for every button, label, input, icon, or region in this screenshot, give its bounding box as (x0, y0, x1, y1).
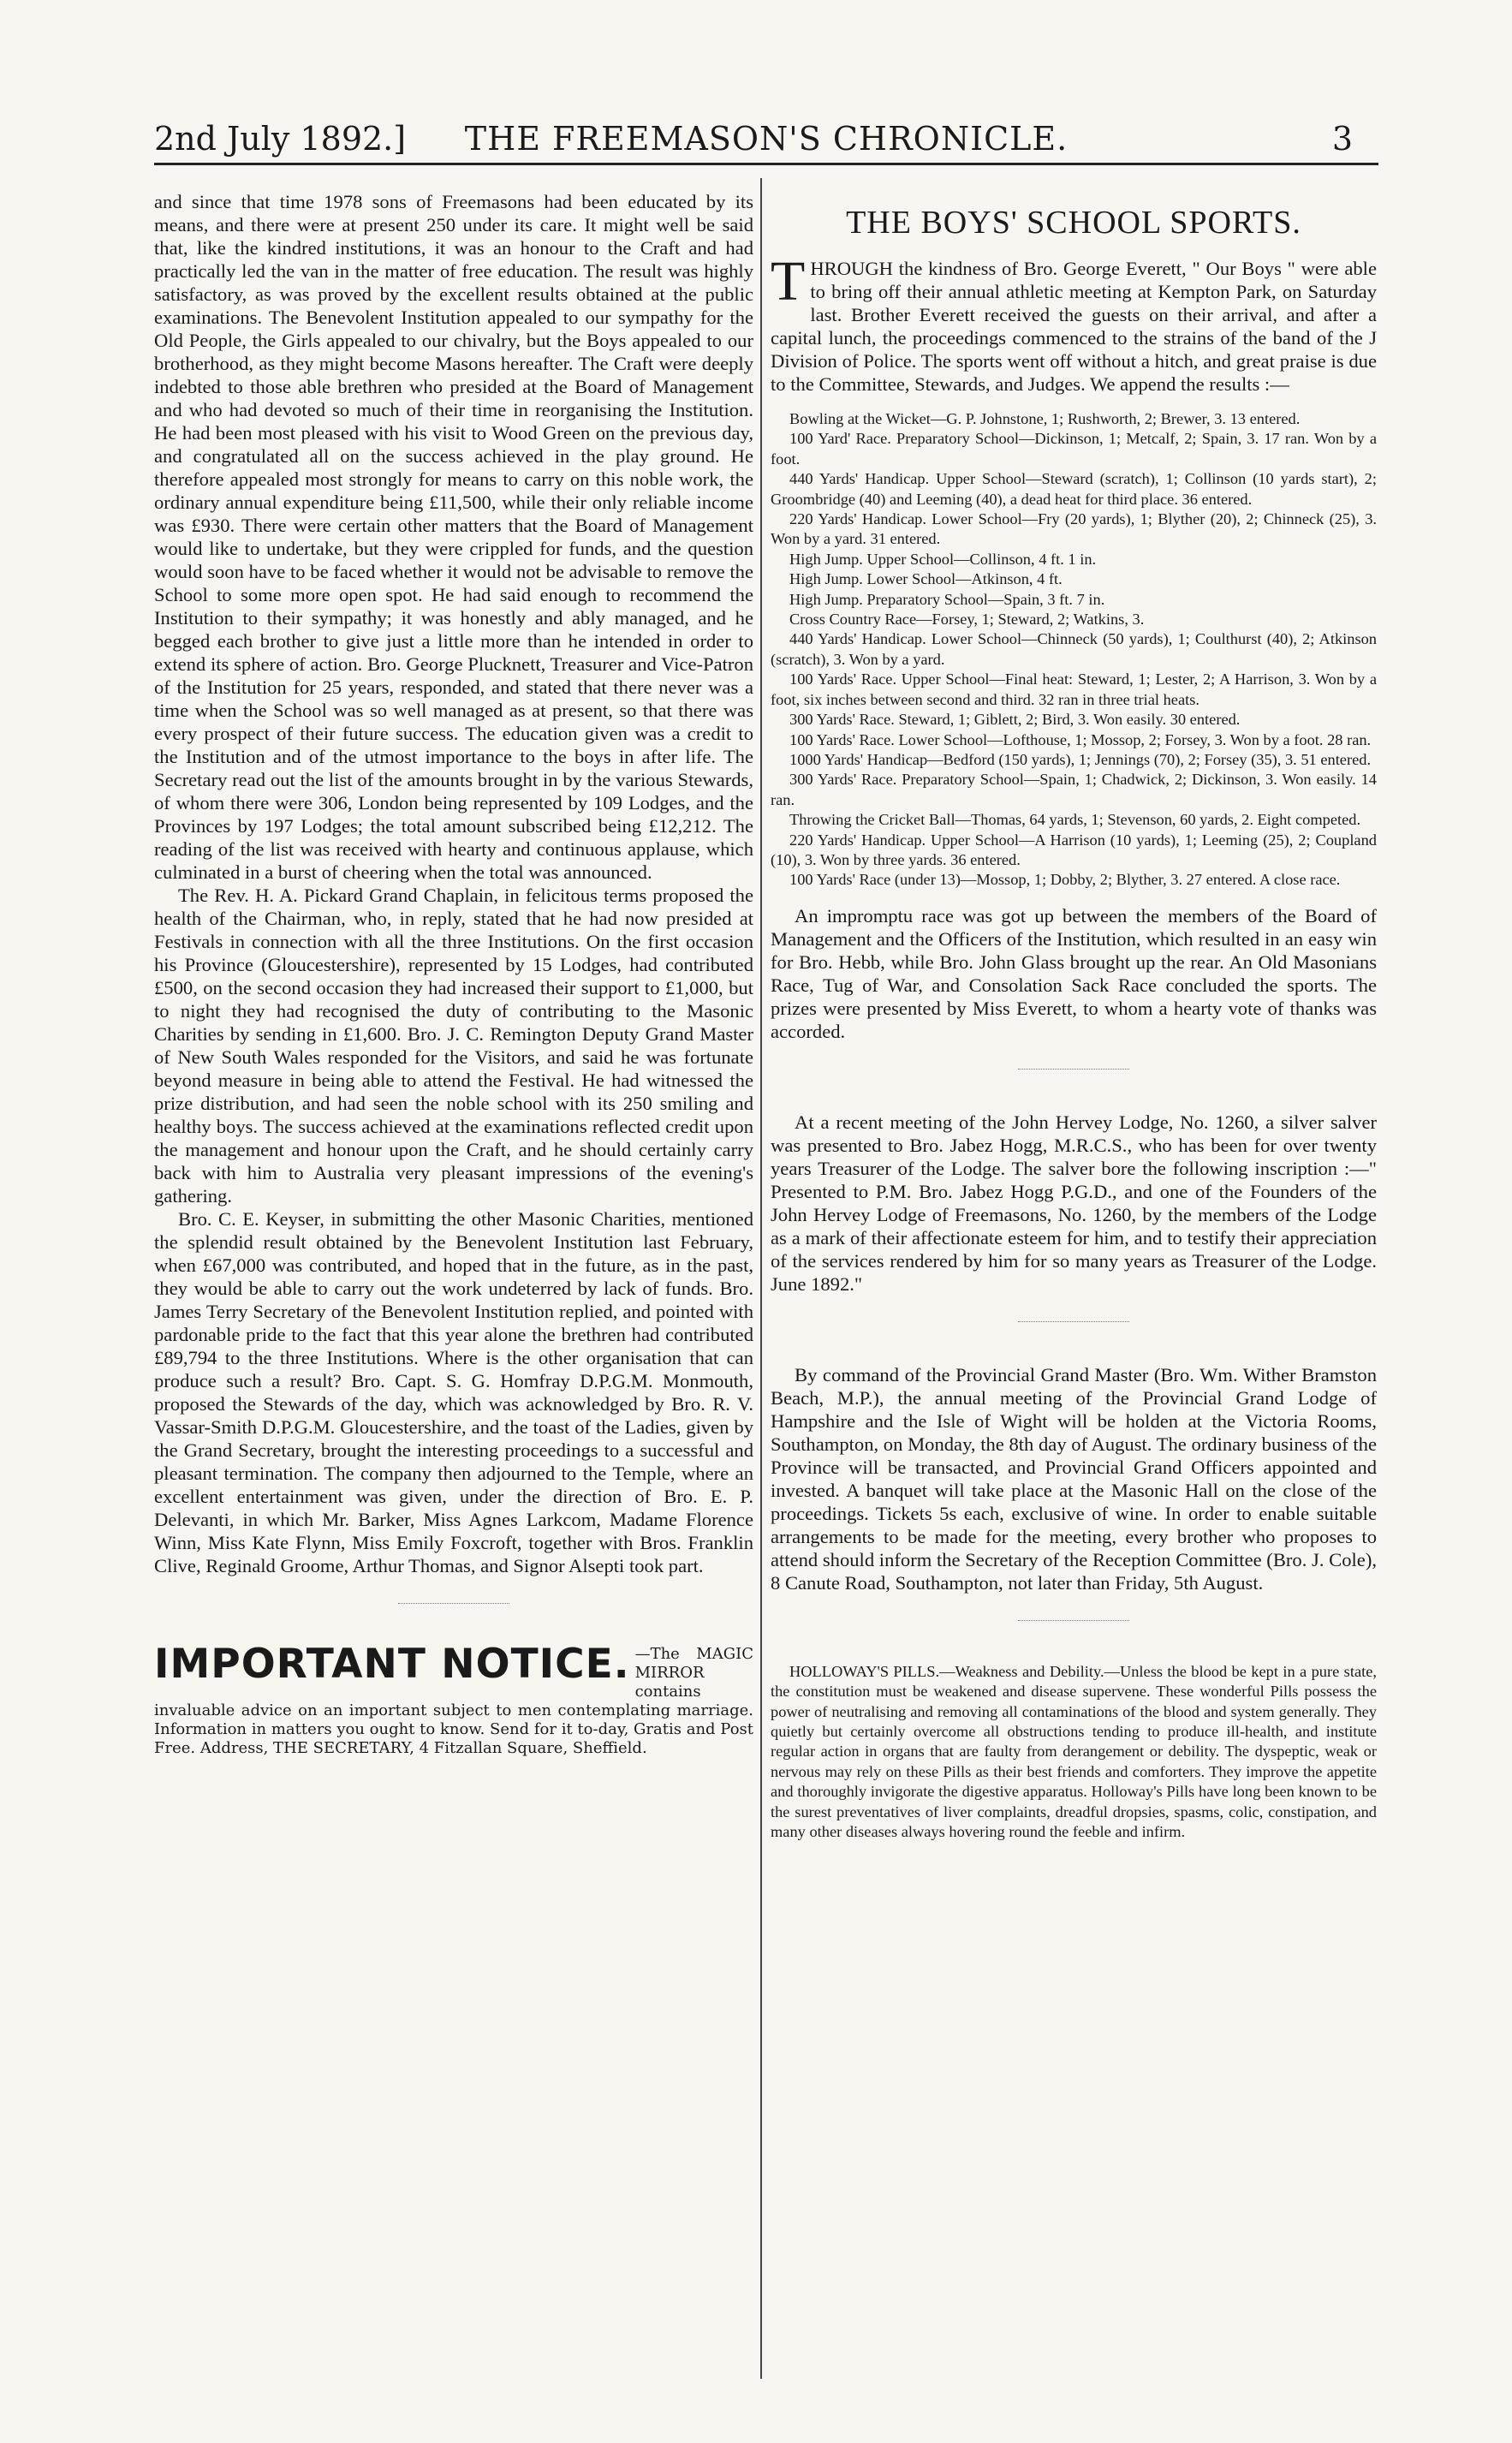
notice-text: —The MAGIC MIRROR contains invaluable advice on an important subject to men contemplating marriage. Information in matters you ought to know. Send for it to-day, Gratis and Post Free. Address, THE SECRETARY, 4 Fitzallan Square, Sheffield. (154, 1645, 753, 1757)
result-item: Bowling at the Wicket—G. P. Johnstone, 1; Rushworth, 2; Brewer, 3. 13 entered. (789, 410, 1301, 427)
result-item: Throwing the Cricket Ball—Thomas, 64 yards, 1; Stevenson, 60 yards, 2. Eight competed. (789, 811, 1361, 829)
results-list (771, 409, 1377, 891)
page-header (154, 120, 1378, 158)
result-item: High Jump. Upper School—Collinson, 4 ft. 1 in. (789, 550, 1097, 568)
issue-date: 2nd July 1892.] (154, 120, 407, 158)
column-rule (760, 178, 762, 2379)
section-divider (398, 1603, 509, 1616)
left-column (154, 190, 753, 2348)
intro-text: HROUGH the kindness of Bro. George Everett, " Our Boys " were able to bring off their annual athletic meeting at Kempton Park, on Saturday last. Brother Everett received the guests on their arrival, and after a capital lunch, the proceedings commenced to the strains of the band of the J Division of Police. The sports went off without a hitch, and great praise is due to the Committee, Stewards, and Judges. We append the results :— (771, 258, 1377, 395)
result-item: 220 Yards' Handicap. Lower School—Fry (20 yards), 1; Blyther (20), 2; Chinneck (25), 3. Won by a yard. 31 entered. (771, 510, 1377, 548)
result-item: 100 Yard' Race. Preparatory School—Dickinson, 1; Metcalf, 2; Spain, 3. 17 ran. Won by a foot. (771, 430, 1377, 468)
article-paragraph: Bro. C. E. Keyser, in submitting the other Masonic Charities, mentioned the splendid result obtained by the Benevolent Institution last February, when £67,000 was contributed, and hoped that in the future, as in the past, they would be able to carry out the work undeterred by lack of funds. Bro. James Terry Secretary of the Benevolent Institution replied, and pointed with pardonable pride to the fact that this year alone the brethren had contributed £89,794 to the three Institutions. Where is the other organisation that can produce such a result? Bro. Capt. S. G. Homfray D.P.G.M. Monmouth, proposed the Stewards of the day, which was acknowledged by Bro. R. V. Vassar-Smith D.P.G.M. Gloucestershire, and the toast of the Ladies, given by the Grand Secretary, brought the interesting proceedings to a successful and pleasant termination. The company then adjourned to the Temple, where an excellent entertainment was given, under the direction of Bro. E. P. Delevanti, in which Mr. Barker, Miss Agnes Larkcom, Madame Florence Winn, Miss Kate Flynn, Miss Emily Foxcroft, together with Bros. Franklin Clive, Reginald Groome, Arthur Thomas, and Signor Alsepti took part. (154, 1208, 753, 1576)
article-paragraph: An impromptu race was got up between the members of the Board of Management and the Officers of the Institution, which resulted in an easy win for Bro. Hebb, while Bro. John Glass brought up the rear. An Old Masonians Race, Tug of War, and Consolation Sack Race concluded the sports. The prizes were presented by Miss Everett, to whom a hearty vote of thanks was accorded. (771, 904, 1377, 1042)
section-divider (1018, 1069, 1129, 1081)
article-paragraph: By command of the Provincial Grand Master (Bro. Wm. Wither Bramston Beach, M.P.), the annual meeting of the Provincial Grand Lodge of Hampshire and the Isle of Wight will be holden at the Victoria Rooms, Southampton, on Monday, the 8th day of August. The ordinary business of the Province will be transacted, and Provincial Grand Officers appointed and invested. A banquet will take place at the Masonic Hall on the close of the proceedings. Tickets 5s each, exclusive of wine. In order to enable suitable arrangements to be made for the meeting, every brother who proposes to attend should inform the Secretary of the Reception Committee (Bro. J. Cole), 8 Canute Road, Southampton, not later than Friday, 5th August. (771, 1363, 1377, 1594)
article-title: THE BOYS' SCHOOL SPORTS. (846, 205, 1301, 241)
result-item: High Jump. Preparatory School—Spain, 3 ft. 7 in. (789, 590, 1105, 608)
result-item: Cross Country Race—Forsey, 1; Steward, 2; Watkins, 3. (789, 611, 1145, 629)
result-item: 100 Yards' Race (under 13)—Mossop, 1; Dobby, 2; Blyther, 3. 27 entered. A close race. (789, 871, 1341, 889)
result-item: 1000 Yards' Handicap—Bedford (150 yards), 1; Jennings (70), 2; Forsey (35), 3. 51 entered. (789, 750, 1372, 768)
publication-title: THE FREEMASON'S CHRONICLE. (464, 120, 1069, 158)
result-item: 300 Yards' Race. Preparatory School—Spain, 1; Chadwick, 2; Dickinson, 3. Won easily. 14 ran. (771, 771, 1377, 808)
right-column (771, 190, 1377, 2416)
result-item: 300 Yards' Race. Steward, 1; Giblett, 2; Bird, 3. Won easily. 30 entered. (789, 711, 1241, 729)
result-item: 440 Yards' Handicap. Upper School—Steward (scratch), 1; Collinson (10 yards start), 2; Groombridge (40) and Leeming (40), a dead heat for third place. 36 entered. (771, 470, 1377, 508)
advertisement-text: HOLLOWAY'S PILLS.—Weakness and Debility.—Unless the blood be kept in a pure state, the constitution must be weakened and disease supervene. These wonderful Pills possess the power of neutralising and removing all contaminations of the blood and system generally. They quietly but certainly overcome all obstructions tending to produce ill-health, and institute regular action in organs that are faulty from derangement or debility. The dyspeptic, weak or nervous may rely on these Pills as their best friends and comforters. They improve the appetite and thoroughly invigorate the digestive apparatus. Holloway's Pills have long been known to be the surest preventatives of liver complaints, dreadful dropsies, spasms, colic, constipation, and many other diseases always hovering round the feeble and infirm. (771, 1662, 1377, 1840)
result-item: 440 Yards' Handicap. Lower School—Chinneck (50 yards), 1; Coulthurst (40), 2; Atkinson (scratch), 3. Won by a yard. (771, 630, 1377, 668)
advertisement-holloways-pills (771, 1662, 1377, 1843)
article-paragraph: and since that time 1978 sons of Freemasons had been educated by its means, and there were at present 250 under its care. It might well be said that, like the kindred institutions, it was an honour to the Craft and had practically led the van in the matter of free education. The result was highly satisfactory, as was proved by the excellent results obtained at the public examinations. The Benevolent Institution appealed to our sympathy for the Old People, the Girls appealed to our chivalry, but the Boys appealed to our brotherhood, as they might become Masons hereafter. The Craft were deeply indebted to those able brethren who presided at the Board of Management and who had devoted so much of their time in reorganising the Institution. He had been most pleased with his visit to Wood Green on the previous day, and congratulated all on the success achieved in the play ground. He therefore appealed most strongly for means to carry on this noble work, the ordinary annual expenditure being £11,500, while their only reliable income was £930. There were certain other matters that the Board of Management would like to undertake, but they were crippled for funds, and the question would soon have to be faced whether it would not be advisable to remove the School to some more open spot. He had said enough to recommend the Institution to their sympathy; it was honestly and ably managed, and he begged each brother to give just a little more than he intended in order to extend its sphere of action. Bro. George Plucknett, Treasurer and Vice-Patron of the Institution for 25 years, responded, and stated that there never was a time when the School was so well managed as at present, so that there was every prospect of their future success. The education given was a credit to the Institution and of the utmost importance to the boys in after life. The Secretary read out the list of the amounts brought in by the various Stewards, of whom there were 306, London being represented by 109 Lodges, and the Provinces by 197 Lodges; the total amount subscribed being £12,212. The reading of the list was received with hearty and continuous applause, which culminated in a burst of cheering when the total was announced. (154, 191, 753, 883)
advertisement-important-notice (154, 1641, 753, 1758)
notice-heading: IMPORTANT NOTICE. (154, 1641, 630, 1688)
article-intro (771, 250, 1377, 396)
result-item: 100 Yards' Race. Upper School—Final heat: Steward, 1; Lester, 2; A Harrison, 3. Won by a foot, six inches between second and third. 32 ran in three trial heats. (771, 670, 1377, 708)
header-rule (154, 163, 1378, 165)
section-divider (1018, 1620, 1129, 1633)
result-item: 100 Yards' Race. Lower School—Lofthouse, 1; Mossop, 2; Forsey, 3. Won by a foot. 28 ran. (789, 730, 1372, 748)
article-paragraph: At a recent meeting of the John Hervey Lodge, No. 1260, a silver salver was presented to Bro. Jabez Hogg, M.R.C.S., who has been for over twenty years Treasurer of the Lodge. The salver bore the following inscription :—" Presented to P.M. Bro. Jabez Hogg P.G.D., and one of the Founders of the John Hervey Lodge of Freemasons, No. 1260, by the members of the Lodge as a mark of their affectionate esteem for him, and to testify their appreciation of the services rendered by him for so many years as Treasurer of the Lodge. June 1892." (771, 1111, 1377, 1295)
page-number: 3 (1331, 120, 1353, 158)
result-item: High Jump. Lower School—Atkinson, 4 ft. (789, 570, 1063, 588)
result-item: 220 Yards' Handicap. Upper School—A Harrison (10 yards), 1; Leeming (25), 2; Coupland (10), 3. Won by three yards. 36 entered. (771, 831, 1377, 868)
section-divider (1018, 1321, 1129, 1334)
drop-cap: T (771, 250, 806, 313)
article-paragraph: The Rev. H. A. Pickard Grand Chaplain, in felicitous terms proposed the health of the Chairman, who, in reply, stated that he had now presided at Festivals in connection with all the three Institutions. On the first occasion his Province (Gloucestershire), represented by 15 Lodges, had contributed £500, on the second occasion they had increased their support to £1,000, but to night they had recognised the duty of contributing to the Masonic Charities by sending in £1,600. Bro. J. C. Remington Deputy Grand Master of New South Wales responded for the Visitors, and said he was fortunate beyond measure in being able to attend the Festival. He had witnessed the prize distribution, and had seen the noble school with its 250 smiling and healthy boys. The success achieved at the examinations reflected credit upon the management and honour upon the Craft, and he should certainly carry back with him to Australia very pleasant impressions of the evening's gathering. (154, 885, 753, 1207)
